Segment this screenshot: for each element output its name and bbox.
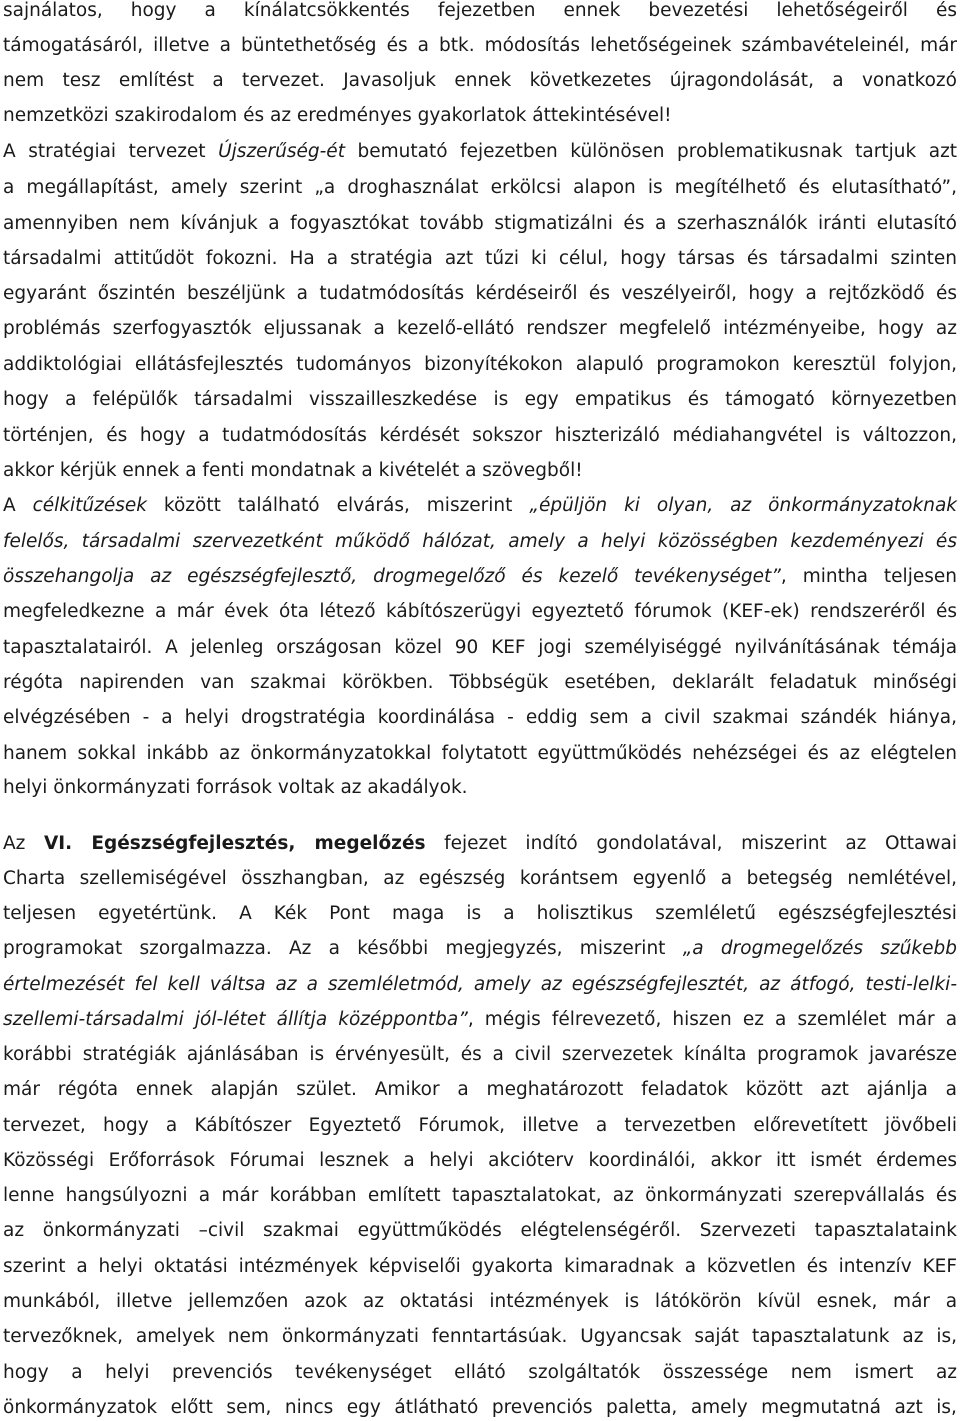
italic-text: értelmezését fel kell váltsa az a szemléletmód, amely az egészségfejlesztét, az átfogó, testi-lelki- <box>3 974 957 995</box>
text-line <box>3 527 957 557</box>
body-text: Charta szellemiségével összhangban, az egészség korántsem egyenlő a betegség nemlétével, <box>3 868 957 889</box>
body-text: egyaránt őszintén beszéljünk a tudatmódosítás kérdéseiről és veszélyeiről, hogy a rejtőzködő és <box>3 283 958 304</box>
body-text: A <box>3 495 33 516</box>
body-text: társadalmi attitűdöt fokozni. Ha a stratégia azt tűzi ki célul, hogy társas és társadalmi szinten <box>3 248 958 269</box>
text-line <box>3 279 957 309</box>
text-line <box>3 0 957 26</box>
body-text: önkormányzatok előtt sem, nincs egy átlátható prevenciós paletta, amely megmutatná azt is, <box>3 1397 957 1418</box>
text-line <box>3 66 957 96</box>
body-text: hanem sokkal inkább az önkormányzatokkal folytatott együttműködés nehézségei és az elégtelen <box>3 743 957 764</box>
text-line <box>3 633 957 663</box>
body-text: szerint a helyi oktatási intézmények képviselői gyakorta kimaradnak a közvetlen és intenzív KEF <box>3 1256 957 1277</box>
text-line <box>3 1111 957 1141</box>
body-text: hogy a felépülők társadalmi visszailleszkedése is egy empatikus és támogató környezetben <box>3 389 957 410</box>
text-line <box>3 244 957 274</box>
text-line <box>3 1040 957 1070</box>
text-line <box>3 1216 957 1246</box>
text-line <box>3 209 957 239</box>
text-line <box>3 773 957 803</box>
body-text: történjen, és hogy a tudatmódosítás kérdését sokszor hiszterizáló médiahangvétel is változzon, <box>3 425 958 446</box>
body-text: munkából, illetve jellemzően azok az oktatási intézmények is látókörön kívül esnek, már a <box>3 1291 958 1312</box>
body-text: korábbi stratégiák ajánlásában is érvényesült, és a civil szervezetek kínálta programok javarésze <box>3 1044 958 1065</box>
italic-text: „a drogmegelőzés szűkebb <box>682 938 957 959</box>
body-text: helyi önkormányzati források voltak az akadályok. <box>3 777 468 798</box>
text-line <box>3 173 957 203</box>
body-text: az önkormányzati –civil szakmai együttműködés elégtelenségéről. Szervezeti tapasztalataink <box>3 1220 957 1241</box>
text-line <box>3 1322 957 1352</box>
body-text: nem tesz említést a tervezet. Javasoljuk ennek következetes újragondolását, a vonatkozó <box>3 70 957 91</box>
text-line <box>3 137 957 167</box>
text-line <box>3 1146 957 1176</box>
text-line <box>3 703 957 733</box>
body-text: között található elvárás, miszerint <box>146 495 530 516</box>
body-text: tervezőknek, amelyek nem önkormányzati fenntartásúak. Ugyancsak saját tapasztalatunk az is, <box>3 1326 958 1347</box>
body-text: régóta napirenden van szakmai körökben. Többségük esetében, deklarált feladatuk minőségi <box>3 672 957 693</box>
body-text: problémás szerfogyasztók eljussanak a kezelő-ellátó rendszer megfelelő intézményeibe, hogy az <box>3 318 957 339</box>
text-line <box>3 1393 957 1421</box>
text-line <box>3 668 957 698</box>
text-line <box>3 1287 957 1317</box>
italic-text: felelős, társadalmi szervezetként működő hálózat, amely a helyi közösségben kezdeményezi és <box>3 531 957 552</box>
body-text: nemzetközi szakirodalom és az eredményes gyakorlatok áttekintésével! <box>3 105 672 126</box>
text-line <box>3 314 957 344</box>
italic-text: célkitűzések <box>32 495 147 516</box>
text-line <box>3 1181 957 1211</box>
body-text: A stratégiai tervezet <box>3 141 219 162</box>
body-text: fejezet indító gondolatával, miszerint az Ottawai <box>425 833 957 854</box>
text-line <box>3 350 957 380</box>
body-text: támogatásáról, illetve a büntethetőség és a btk. módosítás lehetőségeinek számbavételeinél, már <box>3 35 958 56</box>
body-text: lenne hangsúlyozni a már korábban említett tapasztalatokat, az önkormányzati szerepvállalás és <box>3 1185 957 1206</box>
text-line <box>3 385 957 415</box>
body-text: tapasztalatairól. A jelenleg országosan közel 90 KEF jogi személyiséggé nyilvánításának témája <box>3 637 958 658</box>
body-text: Közösségi Erőforrások Fórumai lesznek a helyi akcióterv koordinálói, akkor itt ismét érdemes <box>3 1150 957 1171</box>
text-line <box>3 1075 957 1105</box>
italic-text: összehangolja az egészségfejlesztő, drogmegelőző és kezelő tevékenységet” <box>3 566 781 587</box>
body-text: , mintha teljesen <box>780 566 957 587</box>
body-text: , mégis félrevezető, hiszen ez a szemlélet már a <box>467 1009 958 1030</box>
body-text: Az <box>3 833 44 854</box>
body-text: bemutató fejezetben különösen problematikusnak tartjuk azt <box>344 141 958 162</box>
text-line <box>3 456 957 486</box>
body-text: elvégzésében - a helyi drogstratégia koordinálása - eddig sem a civil szakmai szándék hiánya, <box>3 707 957 728</box>
body-text: megfeledkezne a már évek óta létező kábítószerügyi egyeztető fórumok (KEF-ek) rendszeréről és <box>3 601 958 622</box>
text-line <box>3 739 957 769</box>
text-line <box>3 31 957 61</box>
text-line <box>3 899 957 929</box>
body-text: a megállapítást, amely szerint „a droghasználat erkölcsi alapon is megítélhető és elutasítható”, <box>3 177 957 198</box>
text-line <box>3 491 957 521</box>
body-text: akkor kérjük ennek a fenti mondatnak a kivételét a szövegből! <box>3 460 583 481</box>
text-line <box>3 597 957 627</box>
text-line <box>3 829 957 859</box>
text-line <box>3 562 957 592</box>
body-text: amennyiben nem kívánjuk a fogyasztókat tovább stigmatizálni és a szerhasználók iránti elutasító <box>3 213 957 234</box>
body-text: tervezet, hogy a Kábítószer Egyeztető Fórumok, illetve a tervezetben előrevetített jövőbeli <box>3 1115 957 1136</box>
body-text: sajnálatos, hogy a kínálatcsökkentés fejezetben ennek bevezetési lehetőségeiről és <box>3 0 957 21</box>
text-line <box>3 934 957 964</box>
body-text: már régóta ennek alapján szület. Amikor a meghatározott feladatok között azt ajánlja a <box>3 1079 958 1100</box>
body-text: programokat szorgalmazza. Az a későbbi megjegyzés, miszerint <box>3 938 683 959</box>
text-line <box>3 1005 957 1035</box>
text-line <box>3 1358 957 1388</box>
text-line <box>3 970 957 1000</box>
text-line <box>3 1252 957 1282</box>
text-line <box>3 864 957 894</box>
body-text: hogy a helyi prevenciós tevékenységet ellátó szolgáltatók összessége nem ismert az <box>3 1362 957 1383</box>
body-text: addiktológiai ellátásfejlesztés tudományos bizonyítékokon alapuló programokon keresztül folyjon, <box>3 354 958 375</box>
body-text: teljesen egyetértünk. A Kék Pont maga is a holisztikus szemléletű egészségfejlesztési <box>3 903 957 924</box>
bold-text: VI. Egészségfejlesztés, megelőzés <box>43 833 426 854</box>
italic-text: Újszerűség-ét <box>218 141 345 162</box>
text-line <box>3 421 957 451</box>
italic-text: szellemi-társadalmi jól-létet állítja középpontba” <box>3 1009 468 1030</box>
italic-text: „épüljön ki olyan, az önkormányzatoknak <box>529 495 957 516</box>
text-line <box>3 101 957 131</box>
